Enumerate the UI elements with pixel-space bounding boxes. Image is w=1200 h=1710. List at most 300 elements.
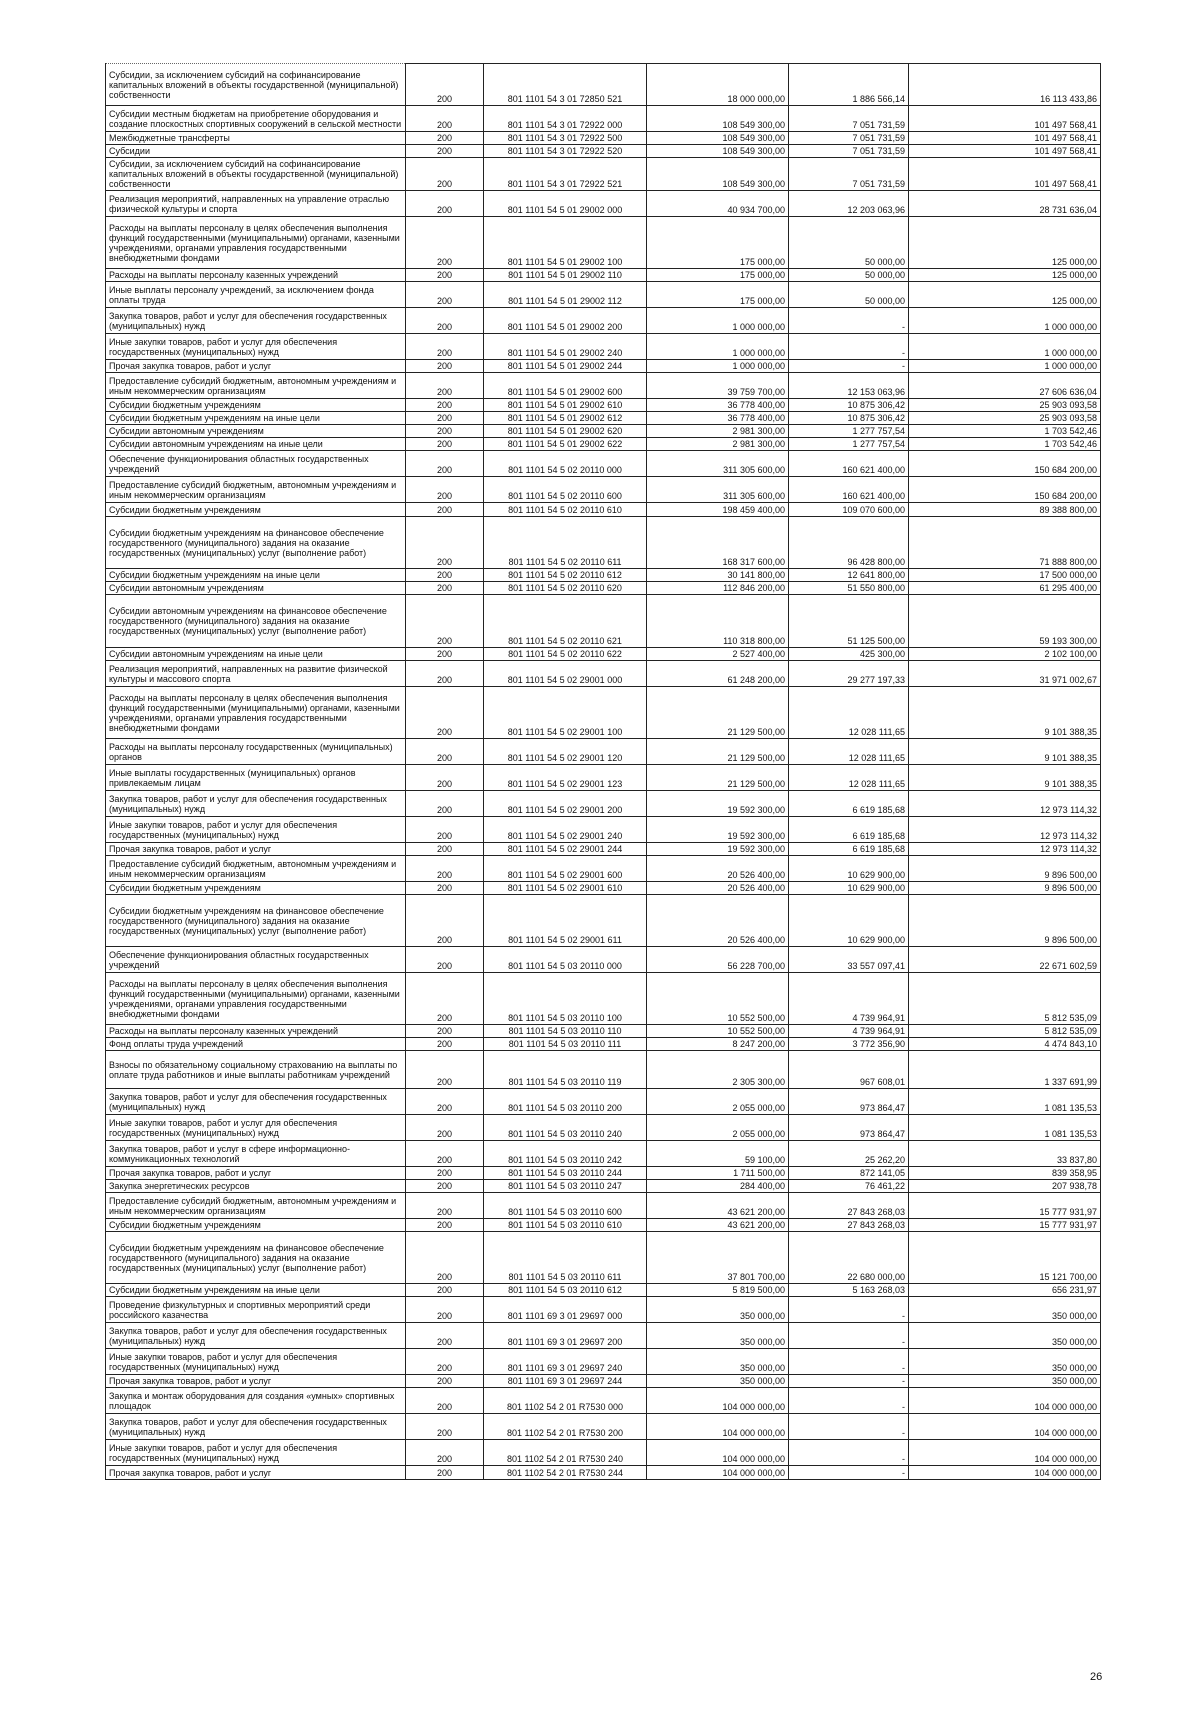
row-approved-amount: 43 621 200,00 — [647, 1193, 789, 1219]
row-executed-amount: 4 739 964,91 — [789, 1025, 909, 1038]
row-code: 200 — [406, 687, 484, 739]
row-approved-amount: 112 846 200,00 — [647, 582, 789, 595]
row-name: Закупка товаров, работ и услуг для обеспечения государственных (муниципальных) нужд — [106, 308, 406, 334]
table-row — [106, 661, 1101, 687]
row-name: Субсидии местным бюджетам на приобретение оборудования и создание плоскостных спортивных сооружений в сельской местности — [106, 106, 406, 132]
row-kbk-code: 801 1101 54 5 03 20110 240 — [484, 1115, 647, 1141]
row-kbk-code: 801 1101 54 5 03 20110 610 — [484, 1219, 647, 1232]
row-kbk-code: 801 1101 54 5 02 29001 200 — [484, 791, 647, 817]
table-row — [106, 503, 1101, 517]
row-name: Проведение физкультурных и спортивных мероприятий среди российского казачества — [106, 1297, 406, 1323]
table-row — [106, 425, 1101, 438]
table-row — [106, 334, 1101, 360]
row-executed-amount: 160 621 400,00 — [789, 451, 909, 477]
row-kbk-code: 801 1101 54 5 03 20110 611 — [484, 1232, 647, 1284]
row-name: Субсидии — [106, 145, 406, 158]
row-name: Иные закупки товаров, работ и услуг для обеспечения государственных (муниципальных) нужд — [106, 1115, 406, 1141]
row-kbk-code: 801 1101 54 5 02 20110 611 — [484, 517, 647, 569]
row-remaining-amount: 9 896 500,00 — [909, 856, 1101, 882]
row-kbk-code: 801 1101 54 5 03 20110 200 — [484, 1089, 647, 1115]
row-executed-amount: 10 875 306,42 — [789, 412, 909, 425]
row-code: 200 — [406, 856, 484, 882]
row-kbk-code: 801 1101 54 5 02 29001 100 — [484, 687, 647, 739]
row-name: Закупка товаров, работ и услуг для обеспечения государственных (муниципальных) нужд — [106, 1414, 406, 1440]
row-approved-amount: 2 055 000,00 — [647, 1089, 789, 1115]
row-executed-amount: 973 864,47 — [789, 1115, 909, 1141]
row-remaining-amount: 33 837,80 — [909, 1141, 1101, 1167]
row-kbk-code: 801 1101 54 5 03 20110 242 — [484, 1141, 647, 1167]
row-kbk-code: 801 1101 54 5 02 20110 000 — [484, 451, 647, 477]
row-code: 200 — [406, 895, 484, 947]
row-kbk-code: 801 1101 54 5 02 20110 612 — [484, 569, 647, 582]
row-kbk-code: 801 1101 54 5 01 29002 110 — [484, 269, 647, 282]
row-code: 200 — [406, 817, 484, 843]
table-row — [106, 595, 1101, 648]
row-executed-amount: - — [789, 1297, 909, 1323]
row-kbk-code: 801 1101 54 5 03 20110 600 — [484, 1193, 647, 1219]
row-code: 200 — [406, 765, 484, 791]
row-executed-amount: 7 051 731,59 — [789, 106, 909, 132]
row-code: 200 — [406, 503, 484, 517]
row-approved-amount: 43 621 200,00 — [647, 1219, 789, 1232]
row-approved-amount: 1 000 000,00 — [647, 360, 789, 373]
row-code: 200 — [406, 145, 484, 158]
row-approved-amount: 21 129 500,00 — [647, 687, 789, 739]
row-remaining-amount: 22 671 602,59 — [909, 947, 1101, 973]
table-row — [106, 438, 1101, 451]
row-executed-amount: 967 608,01 — [789, 1051, 909, 1089]
row-remaining-amount: 31 971 002,67 — [909, 661, 1101, 687]
row-executed-amount: 1 277 757,54 — [789, 438, 909, 451]
row-code: 200 — [406, 451, 484, 477]
table-row — [106, 1388, 1101, 1414]
row-name: Закупка энергетических ресурсов — [106, 1180, 406, 1193]
row-remaining-amount: 207 938,78 — [909, 1180, 1101, 1193]
row-remaining-amount: 104 000 000,00 — [909, 1388, 1101, 1414]
row-remaining-amount: 5 812 535,09 — [909, 1025, 1101, 1038]
row-kbk-code: 801 1101 54 5 01 29002 240 — [484, 334, 647, 360]
row-code: 200 — [406, 438, 484, 451]
row-approved-amount: 2 055 000,00 — [647, 1115, 789, 1141]
row-approved-amount: 30 141 800,00 — [647, 569, 789, 582]
row-approved-amount: 2 527 400,00 — [647, 648, 789, 661]
table-row — [106, 106, 1101, 132]
table-row — [106, 64, 1101, 106]
row-code: 200 — [406, 1414, 484, 1440]
row-remaining-amount: 104 000 000,00 — [909, 1466, 1101, 1480]
row-kbk-code: 801 1101 54 3 01 72922 521 — [484, 158, 647, 191]
row-approved-amount: 1 000 000,00 — [647, 334, 789, 360]
row-name: Субсидии автономным учреждениям — [106, 582, 406, 595]
row-executed-amount: 1 277 757,54 — [789, 425, 909, 438]
row-approved-amount: 168 317 600,00 — [647, 517, 789, 569]
row-executed-amount: 50 000,00 — [789, 282, 909, 308]
row-approved-amount: 104 000 000,00 — [647, 1440, 789, 1466]
row-remaining-amount: 9 101 388,35 — [909, 687, 1101, 739]
row-name: Прочая закупка товаров, работ и услуг — [106, 1375, 406, 1388]
table-row — [106, 360, 1101, 373]
row-approved-amount: 108 549 300,00 — [647, 158, 789, 191]
row-executed-amount: 10 629 900,00 — [789, 895, 909, 947]
row-code: 200 — [406, 1089, 484, 1115]
row-executed-amount: 25 262,20 — [789, 1141, 909, 1167]
row-remaining-amount: 2 102 100,00 — [909, 648, 1101, 661]
row-kbk-code: 801 1101 54 5 03 20110 247 — [484, 1180, 647, 1193]
row-name: Фонд оплаты труда учреждений — [106, 1038, 406, 1051]
row-kbk-code: 801 1101 54 5 01 29002 620 — [484, 425, 647, 438]
row-remaining-amount: 27 606 636,04 — [909, 373, 1101, 399]
row-name: Иные выплаты персоналу учреждений, за исключением фонда оплаты труда — [106, 282, 406, 308]
row-code: 200 — [406, 1232, 484, 1284]
row-executed-amount: 12 028 111,65 — [789, 739, 909, 765]
row-approved-amount: 36 778 400,00 — [647, 412, 789, 425]
row-executed-amount: 12 028 111,65 — [789, 765, 909, 791]
row-kbk-code: 801 1101 54 5 01 29002 200 — [484, 308, 647, 334]
row-executed-amount: 1 886 566,14 — [789, 64, 909, 106]
row-approved-amount: 108 549 300,00 — [647, 106, 789, 132]
row-approved-amount: 61 248 200,00 — [647, 661, 789, 687]
row-approved-amount: 350 000,00 — [647, 1375, 789, 1388]
row-executed-amount: 425 300,00 — [789, 648, 909, 661]
row-executed-amount: 6 619 185,68 — [789, 817, 909, 843]
row-kbk-code: 801 1101 54 5 01 29002 100 — [484, 217, 647, 269]
row-kbk-code: 801 1101 54 3 01 72850 521 — [484, 64, 647, 106]
row-code: 200 — [406, 132, 484, 145]
row-name: Субсидии, за исключением субсидий на софинансирование капитальных вложений в объекты государственной (муниципальной) собственности — [106, 158, 406, 191]
row-approved-amount: 311 305 600,00 — [647, 451, 789, 477]
table-row — [106, 1089, 1101, 1115]
row-executed-amount: - — [789, 1388, 909, 1414]
row-approved-amount: 2 981 300,00 — [647, 425, 789, 438]
row-code: 200 — [406, 1167, 484, 1180]
row-kbk-code: 801 1101 69 3 01 29697 244 — [484, 1375, 647, 1388]
row-executed-amount: 22 680 000,00 — [789, 1232, 909, 1284]
row-approved-amount: 37 801 700,00 — [647, 1232, 789, 1284]
row-kbk-code: 801 1101 54 5 02 29001 000 — [484, 661, 647, 687]
table-row — [106, 1025, 1101, 1038]
row-code: 200 — [406, 1025, 484, 1038]
table-row — [106, 765, 1101, 791]
row-code: 200 — [406, 648, 484, 661]
row-approved-amount: 5 819 500,00 — [647, 1284, 789, 1297]
row-name: Субсидии бюджетным учреждениям — [106, 399, 406, 412]
table-row — [106, 1115, 1101, 1141]
row-remaining-amount: 71 888 800,00 — [909, 517, 1101, 569]
row-kbk-code: 801 1101 54 3 01 72922 520 — [484, 145, 647, 158]
row-executed-amount: 4 739 964,91 — [789, 973, 909, 1025]
row-code: 200 — [406, 217, 484, 269]
row-name: Субсидии бюджетным учреждениям на иные цели — [106, 412, 406, 425]
row-kbk-code: 801 1101 69 3 01 29697 240 — [484, 1349, 647, 1375]
row-name: Прочая закупка товаров, работ и услуг — [106, 1167, 406, 1180]
table-row — [106, 817, 1101, 843]
row-name: Реализация мероприятий, направленных на управление отраслью физической культуры и спорта — [106, 191, 406, 217]
table-row — [106, 373, 1101, 399]
row-approved-amount: 59 100,00 — [647, 1141, 789, 1167]
row-name: Расходы на выплаты персоналу государственных (муниципальных) органов — [106, 739, 406, 765]
row-remaining-amount: 1 000 000,00 — [909, 360, 1101, 373]
table-row — [106, 895, 1101, 947]
row-approved-amount: 311 305 600,00 — [647, 477, 789, 503]
row-remaining-amount: 16 113 433,86 — [909, 64, 1101, 106]
row-remaining-amount: 1 081 135,53 — [909, 1089, 1101, 1115]
row-executed-amount: 160 621 400,00 — [789, 477, 909, 503]
row-approved-amount: 19 592 300,00 — [647, 843, 789, 856]
row-kbk-code: 801 1101 54 5 02 29001 610 — [484, 882, 647, 895]
table-row — [106, 1038, 1101, 1051]
row-name: Расходы на выплаты персоналу в целях обеспечения выполнения функций государственными (муниципальными) органами, казенными учреждениями, органами управления государственными внебюджетными фондами — [106, 217, 406, 269]
row-remaining-amount: 9 896 500,00 — [909, 882, 1101, 895]
row-approved-amount: 350 000,00 — [647, 1323, 789, 1349]
row-name: Расходы на выплаты персоналу казенных учреждений — [106, 1025, 406, 1038]
row-remaining-amount: 15 777 931,97 — [909, 1219, 1101, 1232]
row-remaining-amount: 350 000,00 — [909, 1323, 1101, 1349]
row-remaining-amount: 59 193 300,00 — [909, 595, 1101, 648]
row-remaining-amount: 89 388 800,00 — [909, 503, 1101, 517]
row-executed-amount: 7 051 731,59 — [789, 132, 909, 145]
table-row — [106, 1167, 1101, 1180]
row-approved-amount: 108 549 300,00 — [647, 132, 789, 145]
row-remaining-amount: 12 973 114,32 — [909, 843, 1101, 856]
row-name: Обеспечение функционирования областных государственных учреждений — [106, 451, 406, 477]
row-remaining-amount: 150 684 200,00 — [909, 451, 1101, 477]
row-executed-amount: 12 203 063,96 — [789, 191, 909, 217]
row-kbk-code: 801 1101 54 5 02 29001 611 — [484, 895, 647, 947]
row-kbk-code: 801 1102 54 2 01 R7530 000 — [484, 1388, 647, 1414]
row-name: Расходы на выплаты персоналу казенных учреждений — [106, 269, 406, 282]
row-approved-amount: 21 129 500,00 — [647, 765, 789, 791]
row-remaining-amount: 350 000,00 — [909, 1375, 1101, 1388]
row-name: Межбюджетные трансферты — [106, 132, 406, 145]
table-row — [106, 1051, 1101, 1089]
row-code: 200 — [406, 64, 484, 106]
row-code: 200 — [406, 425, 484, 438]
row-executed-amount: 10 629 900,00 — [789, 882, 909, 895]
row-executed-amount: 51 550 800,00 — [789, 582, 909, 595]
row-kbk-code: 801 1101 54 5 02 20110 610 — [484, 503, 647, 517]
row-code: 200 — [406, 373, 484, 399]
row-approved-amount: 40 934 700,00 — [647, 191, 789, 217]
row-code: 200 — [406, 158, 484, 191]
row-name: Иные выплаты государственных (муниципальных) органов привлекаемым лицам — [106, 765, 406, 791]
row-name: Субсидии бюджетным учреждениям — [106, 1219, 406, 1232]
row-name: Субсидии бюджетным учреждениям — [106, 882, 406, 895]
table-row — [106, 282, 1101, 308]
row-code: 200 — [406, 582, 484, 595]
row-code: 200 — [406, 106, 484, 132]
row-code: 200 — [406, 412, 484, 425]
row-executed-amount: - — [789, 1323, 909, 1349]
row-approved-amount: 20 526 400,00 — [647, 856, 789, 882]
row-approved-amount: 1 711 500,00 — [647, 1167, 789, 1180]
row-code: 200 — [406, 477, 484, 503]
row-executed-amount: 7 051 731,59 — [789, 145, 909, 158]
table-row — [106, 308, 1101, 334]
row-code: 200 — [406, 308, 484, 334]
table-row — [106, 687, 1101, 739]
row-remaining-amount: 125 000,00 — [909, 217, 1101, 269]
row-name: Закупка товаров, работ и услуг для обеспечения государственных (муниципальных) нужд — [106, 1323, 406, 1349]
row-remaining-amount: 25 903 093,58 — [909, 412, 1101, 425]
row-name: Субсидии бюджетным учреждениям на финансовое обеспечение государственного (муниципального) задания на оказание государственных (муниципальных) услуг (выполнение работ) — [106, 1232, 406, 1284]
table-row — [106, 1180, 1101, 1193]
row-remaining-amount: 12 973 114,32 — [909, 791, 1101, 817]
row-kbk-code: 801 1102 54 2 01 R7530 244 — [484, 1466, 647, 1480]
row-approved-amount: 175 000,00 — [647, 282, 789, 308]
row-remaining-amount: 101 497 568,41 — [909, 132, 1101, 145]
row-approved-amount: 19 592 300,00 — [647, 791, 789, 817]
row-kbk-code: 801 1101 54 3 01 72922 000 — [484, 106, 647, 132]
row-name: Закупка товаров, работ и услуг для обеспечения государственных (муниципальных) нужд — [106, 791, 406, 817]
row-name: Субсидии бюджетным учреждениям на иные цели — [106, 1284, 406, 1297]
row-approved-amount: 104 000 000,00 — [647, 1414, 789, 1440]
row-remaining-amount: 1 337 691,99 — [909, 1051, 1101, 1089]
row-executed-amount: 51 125 500,00 — [789, 595, 909, 648]
row-name: Прочая закупка товаров, работ и услуг — [106, 1466, 406, 1480]
row-remaining-amount: 9 101 388,35 — [909, 739, 1101, 765]
row-remaining-amount: 350 000,00 — [909, 1297, 1101, 1323]
row-name: Предоставление субсидий бюджетным, автономным учреждениям и иным некоммерческим организациям — [106, 1193, 406, 1219]
row-name: Иные закупки товаров, работ и услуг для обеспечения государственных (муниципальных) нужд — [106, 1440, 406, 1466]
row-kbk-code: 801 1101 54 5 02 20110 620 — [484, 582, 647, 595]
row-executed-amount: 6 619 185,68 — [789, 843, 909, 856]
row-remaining-amount: 1 000 000,00 — [909, 308, 1101, 334]
row-approved-amount: 39 759 700,00 — [647, 373, 789, 399]
row-approved-amount: 175 000,00 — [647, 217, 789, 269]
row-kbk-code: 801 1101 54 5 03 20110 111 — [484, 1038, 647, 1051]
row-kbk-code: 801 1101 54 5 02 29001 240 — [484, 817, 647, 843]
row-name: Расходы на выплаты персоналу в целях обеспечения выполнения функций государственными (муниципальными) органами, казенными учреждениями, органами управления государственными внебюджетными фондами — [106, 687, 406, 739]
row-approved-amount: 21 129 500,00 — [647, 739, 789, 765]
row-remaining-amount: 350 000,00 — [909, 1349, 1101, 1375]
row-remaining-amount: 28 731 636,04 — [909, 191, 1101, 217]
row-remaining-amount: 9 101 388,35 — [909, 765, 1101, 791]
row-remaining-amount: 25 903 093,58 — [909, 399, 1101, 412]
row-remaining-amount: 12 973 114,32 — [909, 817, 1101, 843]
row-remaining-amount: 9 896 500,00 — [909, 895, 1101, 947]
row-code: 200 — [406, 791, 484, 817]
row-name: Субсидии автономным учреждениям на иные цели — [106, 648, 406, 661]
row-approved-amount: 104 000 000,00 — [647, 1466, 789, 1480]
row-approved-amount: 18 000 000,00 — [647, 64, 789, 106]
row-executed-amount: 10 629 900,00 — [789, 856, 909, 882]
row-approved-amount: 175 000,00 — [647, 269, 789, 282]
table-row — [106, 882, 1101, 895]
row-code: 200 — [406, 360, 484, 373]
row-code: 200 — [406, 1115, 484, 1141]
table-row — [106, 132, 1101, 145]
table-row — [106, 145, 1101, 158]
row-kbk-code: 801 1101 54 5 01 29002 610 — [484, 399, 647, 412]
row-remaining-amount: 4 474 843,10 — [909, 1038, 1101, 1051]
row-approved-amount: 350 000,00 — [647, 1349, 789, 1375]
row-name: Субсидии бюджетным учреждениям на финансовое обеспечение государственного (муниципального) задания на оказание государственных (муниципальных) услуг (выполнение работ) — [106, 517, 406, 569]
row-executed-amount: 872 141,05 — [789, 1167, 909, 1180]
row-executed-amount: 76 461,22 — [789, 1180, 909, 1193]
row-executed-amount: 12 641 800,00 — [789, 569, 909, 582]
row-remaining-amount: 1 081 135,53 — [909, 1115, 1101, 1141]
row-approved-amount: 104 000 000,00 — [647, 1388, 789, 1414]
table-row — [106, 856, 1101, 882]
table-row — [106, 1466, 1101, 1480]
row-name: Субсидии автономным учреждениям на иные цели — [106, 438, 406, 451]
table-row — [106, 1323, 1101, 1349]
row-name: Прочая закупка товаров, работ и услуг — [106, 843, 406, 856]
row-name: Предоставление субсидий бюджетным, автономным учреждениям и иным некоммерческим организациям — [106, 477, 406, 503]
row-approved-amount: 56 228 700,00 — [647, 947, 789, 973]
table-row — [106, 1193, 1101, 1219]
row-executed-amount: 50 000,00 — [789, 269, 909, 282]
table-row — [106, 973, 1101, 1025]
budget-table — [105, 63, 1101, 1480]
row-name: Расходы на выплаты персоналу в целях обеспечения выполнения функций государственными (муниципальными) органами, казенными учреждениями, органами управления государственными внебюджетными фондами — [106, 973, 406, 1025]
table-row — [106, 947, 1101, 973]
row-remaining-amount: 656 231,97 — [909, 1284, 1101, 1297]
row-kbk-code: 801 1101 54 5 03 20110 110 — [484, 1025, 647, 1038]
table-row — [106, 191, 1101, 217]
row-executed-amount: 27 843 268,03 — [789, 1219, 909, 1232]
row-approved-amount: 10 552 500,00 — [647, 1025, 789, 1038]
row-kbk-code: 801 1102 54 2 01 R7530 240 — [484, 1440, 647, 1466]
row-remaining-amount: 125 000,00 — [909, 269, 1101, 282]
table-row — [106, 1440, 1101, 1466]
row-code: 200 — [406, 1388, 484, 1414]
row-approved-amount: 8 247 200,00 — [647, 1038, 789, 1051]
table-row — [106, 1219, 1101, 1232]
row-code: 200 — [406, 1323, 484, 1349]
row-executed-amount: 3 772 356,90 — [789, 1038, 909, 1051]
row-kbk-code: 801 1101 54 5 03 20110 244 — [484, 1167, 647, 1180]
row-remaining-amount: 1 000 000,00 — [909, 334, 1101, 360]
table-row — [106, 477, 1101, 503]
row-name: Закупка товаров, работ и услуг для обеспечения государственных (муниципальных) нужд — [106, 1089, 406, 1115]
row-kbk-code: 801 1101 54 5 01 29002 244 — [484, 360, 647, 373]
row-code: 200 — [406, 282, 484, 308]
row-name: Закупка и монтаж оборудования для создания «умных» спортивных площадок — [106, 1388, 406, 1414]
row-kbk-code: 801 1101 54 5 02 20110 622 — [484, 648, 647, 661]
row-name: Иные закупки товаров, работ и услуг для обеспечения государственных (муниципальных) нужд — [106, 1349, 406, 1375]
row-code: 200 — [406, 191, 484, 217]
row-kbk-code: 801 1101 54 5 01 29002 612 — [484, 412, 647, 425]
row-remaining-amount: 839 358,95 — [909, 1167, 1101, 1180]
row-code: 200 — [406, 1297, 484, 1323]
table-row — [106, 399, 1101, 412]
row-remaining-amount: 101 497 568,41 — [909, 145, 1101, 158]
row-name: Обеспечение функционирования областных государственных учреждений — [106, 947, 406, 973]
table-row — [106, 739, 1101, 765]
row-approved-amount: 19 592 300,00 — [647, 817, 789, 843]
row-name: Взносы по обязательному социальному страхованию на выплаты по оплате труда работников и иные выплаты работникам учреждений — [106, 1051, 406, 1089]
table-row — [106, 269, 1101, 282]
row-name: Субсидии автономным учреждениям — [106, 425, 406, 438]
row-approved-amount: 20 526 400,00 — [647, 895, 789, 947]
row-remaining-amount: 15 121 700,00 — [909, 1232, 1101, 1284]
row-kbk-code: 801 1101 54 5 01 29002 600 — [484, 373, 647, 399]
row-remaining-amount: 101 497 568,41 — [909, 158, 1101, 191]
row-approved-amount: 36 778 400,00 — [647, 399, 789, 412]
row-approved-amount: 2 305 300,00 — [647, 1051, 789, 1089]
table-row — [106, 1375, 1101, 1388]
row-code: 200 — [406, 334, 484, 360]
row-executed-amount: - — [789, 1414, 909, 1440]
row-approved-amount: 284 400,00 — [647, 1180, 789, 1193]
row-kbk-code: 801 1101 69 3 01 29697 000 — [484, 1297, 647, 1323]
page-number: 26 — [1090, 1671, 1103, 1683]
table-row — [106, 582, 1101, 595]
row-name: Предоставление субсидий бюджетным, автономным учреждениям и иным некоммерческим организациям — [106, 373, 406, 399]
row-code: 200 — [406, 882, 484, 895]
row-code: 200 — [406, 569, 484, 582]
